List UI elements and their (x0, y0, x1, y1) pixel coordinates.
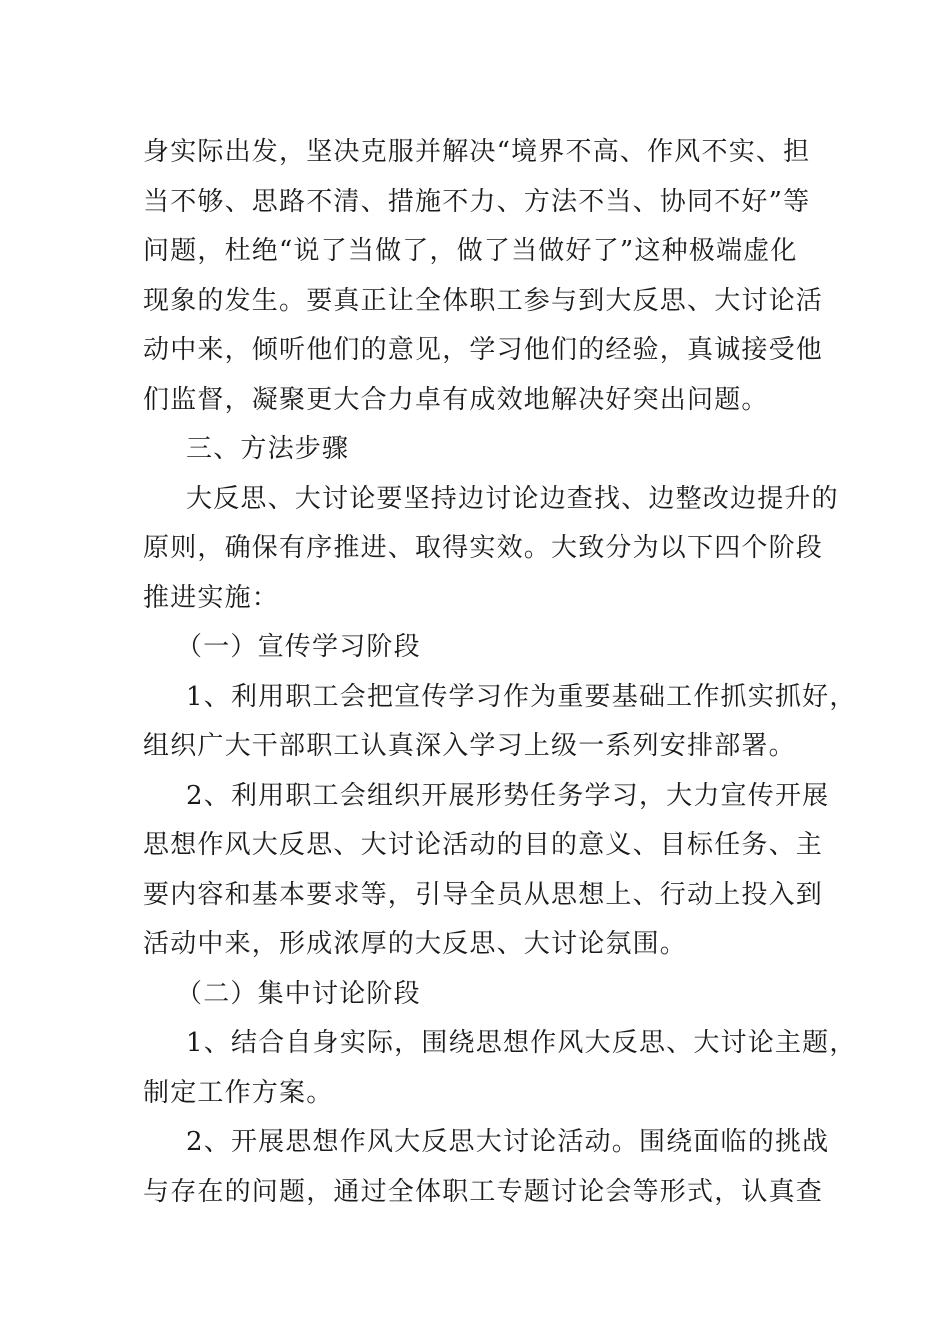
body-line: 现象的发生。要真正让全体职工参与到大反思、大讨论活 (143, 286, 824, 316)
body-line: 制定工作方案。 (143, 1078, 334, 1108)
body-line: 身实际出发，坚决克服并解决“境界不高、作风不实、担 (143, 137, 811, 167)
body-line: 动中来，倾听他们的意见，学习他们的经验，真诚接受他 (143, 335, 824, 365)
body-line: 当不够、思路不清、措施不力、方法不当、协同不好”等 (143, 187, 811, 217)
body-line: 们监督，凝聚更大合力卓有成效地解决好突出问题。 (143, 385, 769, 415)
body-line: 推进实施： (143, 583, 280, 613)
subsection-heading: （二）集中讨论阶段 (176, 979, 421, 1009)
body-line: 问题，杜绝“说了当做了，做了当做好了”这种极端虚化 (143, 236, 798, 266)
body-line: 组织广大干部职工认真深入学习上级一系列安排部署。 (143, 731, 796, 761)
body-line: 要内容和基本要求等，引导全员从思想上、行动上投入到 (143, 880, 824, 910)
section-heading: 三、方法步骤 (186, 434, 350, 464)
list-item: 1、利用职工会把宣传学习作为重要基础工作抓实抓好， (186, 682, 857, 712)
body-line: 与存在的问题，通过全体职工专题讨论会等形式，认真查 (143, 1177, 824, 1207)
body-line: 思想作风大反思、大讨论活动的目的意义、目标任务、主 (143, 830, 824, 860)
list-item: 2、开展思想作风大反思大讨论活动。围绕面临的挑战 (186, 1127, 830, 1157)
body-line: 活动中来，形成浓厚的大反思、大讨论氛围。 (143, 929, 688, 959)
body-line: 大反思、大讨论要坚持边讨论边查找、边整改边提升的 (186, 484, 839, 514)
body-line: 原则，确保有序推进、取得实效。大致分为以下四个阶段 (143, 533, 824, 563)
list-item: 2、利用职工会组织开展形势任务学习，大力宣传开展 (186, 781, 830, 811)
list-item: 1、结合自身实际，围绕思想作风大反思、大讨论主题， (186, 1028, 857, 1058)
subsection-heading: （一）宣传学习阶段 (176, 632, 421, 662)
